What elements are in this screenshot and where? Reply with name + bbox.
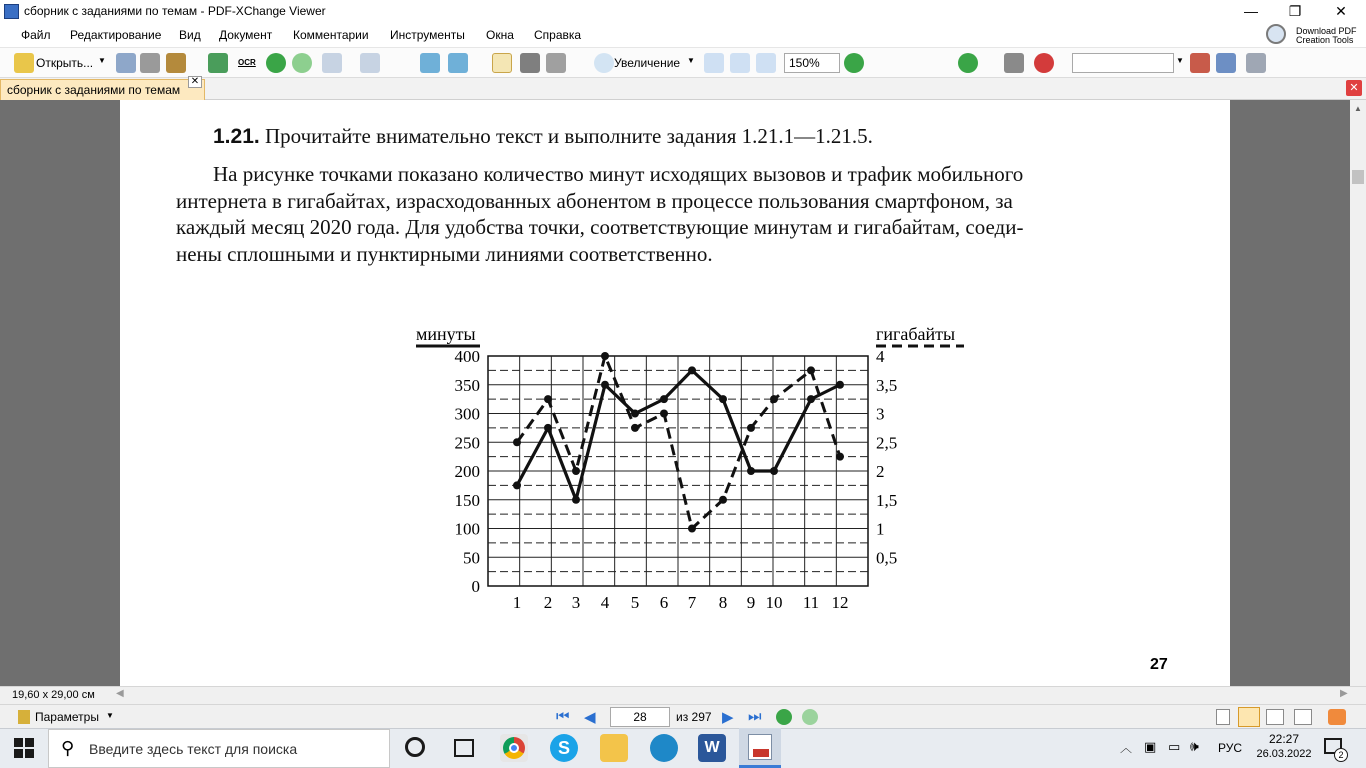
left-tick-label: 350: [454, 375, 480, 395]
redo-icon[interactable]: [360, 53, 380, 73]
x-tick-label: 11: [802, 593, 820, 612]
left-tick-label: 250: [454, 433, 480, 453]
left-tick-label: 200: [454, 462, 480, 481]
ocr-button[interactable]: OCR: [238, 58, 256, 67]
search-field[interactable]: [1072, 53, 1174, 73]
last-page-icon[interactable]: ⏭: [748, 708, 762, 725]
network-icon[interactable]: ▣: [1144, 739, 1157, 754]
menu-edit[interactable]: Редактирование: [70, 28, 162, 42]
menu-document[interactable]: Документ: [219, 28, 273, 42]
select-text-icon[interactable]: [546, 53, 566, 73]
zoom-level-combo[interactable]: 150%: [784, 53, 840, 73]
download-pdf-tools-button[interactable]: [1262, 22, 1362, 48]
right-tick-label: 0,5: [876, 548, 898, 568]
undo-icon[interactable]: [322, 53, 342, 73]
first-page-icon[interactable]: ⏮: [556, 708, 570, 725]
fit-page-icon[interactable]: [730, 53, 750, 73]
left-tick-label: 0: [471, 577, 480, 596]
close-button[interactable]: ✕: [1335, 3, 1347, 19]
task-text: Прочитайте внимательно текст и выполните задания 1.21.1—1.21.5.: [264, 124, 873, 148]
menu-bar: [0, 24, 1366, 48]
find-icon[interactable]: [1004, 53, 1024, 73]
close-document-icon[interactable]: ✕: [1346, 80, 1362, 96]
minutes-point: [688, 366, 696, 374]
menu-tools[interactable]: Инструменты: [390, 28, 465, 42]
actual-size-icon[interactable]: [704, 53, 724, 73]
rotate-icon[interactable]: [420, 53, 440, 73]
right-axis-label: гигабайты: [876, 324, 956, 344]
pages-tools-icon[interactable]: [1328, 709, 1346, 725]
scroll-up-icon[interactable]: ▲: [1354, 104, 1362, 113]
zoom-icon[interactable]: [594, 53, 614, 73]
page-number: 27: [1150, 656, 1168, 673]
x-tick-label: 4: [600, 593, 610, 612]
pdf-xchange-taskbar-button[interactable]: [739, 728, 781, 768]
start-icon[interactable]: [14, 738, 34, 758]
x-tick-label: 1: [512, 593, 522, 612]
paragraph-line: На рисунке точками показано количество минут исходящих вызовов и трафик мобильного: [213, 162, 1024, 186]
task-paragraph: [176, 161, 1173, 267]
open-icon[interactable]: [14, 53, 34, 73]
gigabytes-point: [631, 424, 639, 432]
menu-view[interactable]: Вид: [179, 28, 201, 42]
minutes-point: [660, 395, 668, 403]
tray-chevron-icon[interactable]: ︿: [1120, 741, 1133, 755]
search-icon: ⚲: [61, 738, 75, 758]
gigabytes-point: [544, 395, 552, 403]
gigabytes-point: [836, 453, 844, 461]
task-view-icon[interactable]: [454, 739, 474, 757]
gigabytes-point: [513, 438, 521, 446]
skype-icon[interactable]: S: [550, 734, 578, 762]
menu-windows[interactable]: Окна: [486, 28, 514, 42]
zoom-out-icon[interactable]: [844, 53, 864, 73]
settings-icon[interactable]: [1246, 53, 1266, 73]
clock-date[interactable]: 26.03.2022: [1256, 748, 1312, 760]
vertical-scrollbar[interactable]: [1350, 100, 1366, 686]
gigabytes-point: [660, 410, 668, 418]
x-tick-label: 9: [746, 593, 756, 612]
right-tick-label: 1,5: [876, 490, 898, 510]
single-page-icon[interactable]: [1216, 709, 1230, 725]
prev-page-icon[interactable]: ◀: [584, 709, 596, 726]
status-bar: [0, 704, 1366, 728]
menu-comments[interactable]: Комментарии: [293, 28, 369, 42]
gigabytes-point: [719, 496, 727, 504]
minutes-point: [544, 424, 552, 432]
facing-pages-icon[interactable]: [1266, 709, 1284, 725]
continuous-facing-icon[interactable]: [1294, 709, 1312, 725]
right-tick-label: 1: [876, 519, 885, 539]
page-number-field[interactable]: 28: [610, 707, 670, 727]
search-placeholder: Введите здесь текст для поиска: [89, 741, 298, 757]
nav-back-icon[interactable]: [776, 709, 792, 725]
minutes-point: [601, 381, 609, 389]
minimize-button[interactable]: —: [1244, 3, 1258, 19]
gigabytes-point: [688, 525, 696, 533]
back-icon[interactable]: [266, 53, 286, 73]
gigabytes-point: [601, 352, 609, 360]
open-button[interactable]: Открыть...: [36, 56, 94, 70]
tab-document[interactable]: сборник с заданиями по темам: [0, 79, 205, 100]
tab-close-icon[interactable]: ✕: [188, 76, 202, 88]
x-tick-label: 8: [718, 593, 728, 612]
scan-icon[interactable]: [166, 53, 186, 73]
left-tick-label: 150: [454, 490, 480, 510]
x-tick-label: 7: [687, 593, 697, 612]
clock-time[interactable]: 22:27: [1268, 732, 1300, 746]
params-icon[interactable]: [18, 710, 30, 724]
main-toolbar: [0, 48, 1366, 78]
download-label-1: Download PDF: [1296, 26, 1357, 36]
task-number: 1.21.: [213, 125, 260, 148]
zoom-tool-dropdown-icon[interactable]: ▼: [687, 56, 695, 65]
save-icon[interactable]: [116, 53, 136, 73]
notifications-count: 2: [1334, 748, 1348, 762]
chrome-icon[interactable]: [500, 734, 528, 762]
right-tick-label: 2: [876, 462, 885, 481]
right-tick-label: 4: [876, 347, 885, 366]
pdf-xchange-icon: [748, 734, 772, 760]
left-axis-label: минуты: [416, 324, 476, 344]
extract-icon[interactable]: [448, 53, 468, 73]
app-icon: [4, 4, 19, 19]
menu-help[interactable]: Справка: [534, 28, 582, 42]
language-indicator[interactable]: РУС: [1218, 741, 1243, 755]
x-tick-label: 10: [765, 593, 783, 612]
pdf-page: [120, 100, 1230, 686]
taskbar-search-input[interactable]: [48, 729, 390, 768]
minutes-point: [770, 467, 778, 475]
minutes-point: [513, 481, 521, 489]
left-tick-label: 50: [463, 548, 480, 568]
hand-tool-icon[interactable]: [492, 53, 512, 73]
task-heading: [213, 124, 873, 149]
minutes-point: [747, 467, 755, 475]
minutes-point: [836, 381, 844, 389]
edge-icon[interactable]: [650, 734, 678, 762]
continuous-page-icon[interactable]: [1238, 707, 1260, 727]
x-tick-label: 12: [831, 593, 849, 612]
document-viewer[interactable]: [0, 100, 1350, 686]
x-tick-label: 6: [659, 593, 669, 612]
gigabytes-point: [572, 467, 580, 475]
left-tick-label: 400: [454, 347, 480, 366]
email-icon[interactable]: [208, 53, 228, 73]
x-tick-label: 2: [543, 593, 553, 612]
left-tick-label: 300: [454, 404, 480, 424]
file-explorer-icon[interactable]: [600, 734, 628, 762]
battery-icon[interactable]: ▭: [1168, 739, 1181, 754]
right-tick-label: 3: [876, 404, 885, 424]
globe-icon: [1266, 24, 1286, 44]
open-dropdown-icon[interactable]: ▼: [98, 56, 106, 65]
right-tick-label: 2,5: [876, 433, 898, 453]
restore-button[interactable]: ❐: [1288, 3, 1302, 19]
ask-icon[interactable]: [1034, 53, 1054, 73]
gigabytes-point: [747, 424, 755, 432]
word-icon[interactable]: W: [698, 734, 726, 762]
title-bar: [0, 0, 1366, 24]
gigabytes-point: [807, 366, 815, 374]
scroll-right-icon[interactable]: ▶: [1340, 688, 1348, 699]
page-size-readout: 19,60 x 29,00 см: [12, 689, 95, 701]
minutes-traffic-chart: [400, 310, 980, 640]
menu-file[interactable]: Файл: [21, 28, 51, 42]
scroll-left-icon[interactable]: ◀: [116, 688, 124, 699]
share-icon[interactable]: [1216, 53, 1236, 73]
minutes-point: [719, 395, 727, 403]
paragraph-line: интернета в гигабайтах, израсходованных абонентом в процессе пользования смартфоном, за: [176, 188, 1013, 213]
right-tick-label: 3,5: [876, 375, 898, 395]
params-dropdown-icon[interactable]: ▼: [106, 711, 114, 720]
page-total: из 297: [676, 710, 712, 724]
volume-icon[interactable]: 🕪: [1190, 738, 1199, 754]
window-title: сборник с заданиями по темам - PDF-XChange Viewer: [24, 4, 326, 18]
print-icon[interactable]: [140, 53, 160, 73]
minutes-point: [807, 395, 815, 403]
search-dropdown-icon[interactable]: ▼: [1176, 56, 1184, 65]
forward-icon[interactable]: [292, 53, 312, 73]
download-label-2: Creation Tools: [1296, 35, 1354, 45]
x-tick-label: 5: [630, 593, 640, 612]
highlight-icon[interactable]: [1190, 53, 1210, 73]
vertical-scroll-thumb[interactable]: [1352, 170, 1364, 184]
gigabytes-point: [770, 395, 778, 403]
info-bar: [0, 686, 1366, 704]
params-button[interactable]: Параметры: [35, 710, 99, 724]
zoom-tool-button[interactable]: Увеличение: [614, 56, 681, 70]
cortana-icon[interactable]: [405, 737, 425, 757]
x-tick-label: 3: [571, 593, 581, 612]
minutes-point: [631, 410, 639, 418]
nav-forward-icon[interactable]: [802, 709, 818, 725]
paragraph-line: нены сплошными и пунктирными линиями соответственно.: [176, 241, 713, 266]
left-tick-label: 100: [454, 519, 480, 539]
fit-width-icon[interactable]: [756, 53, 776, 73]
next-page-icon[interactable]: ▶: [722, 709, 734, 726]
paragraph-line: каждый месяц 2020 года. Для удобства точки, соответствующие минутам и гигабайтам, соеди-: [176, 215, 1024, 239]
snapshot-icon[interactable]: [520, 53, 540, 73]
minutes-point: [572, 496, 580, 504]
zoom-in-icon[interactable]: [958, 53, 978, 73]
